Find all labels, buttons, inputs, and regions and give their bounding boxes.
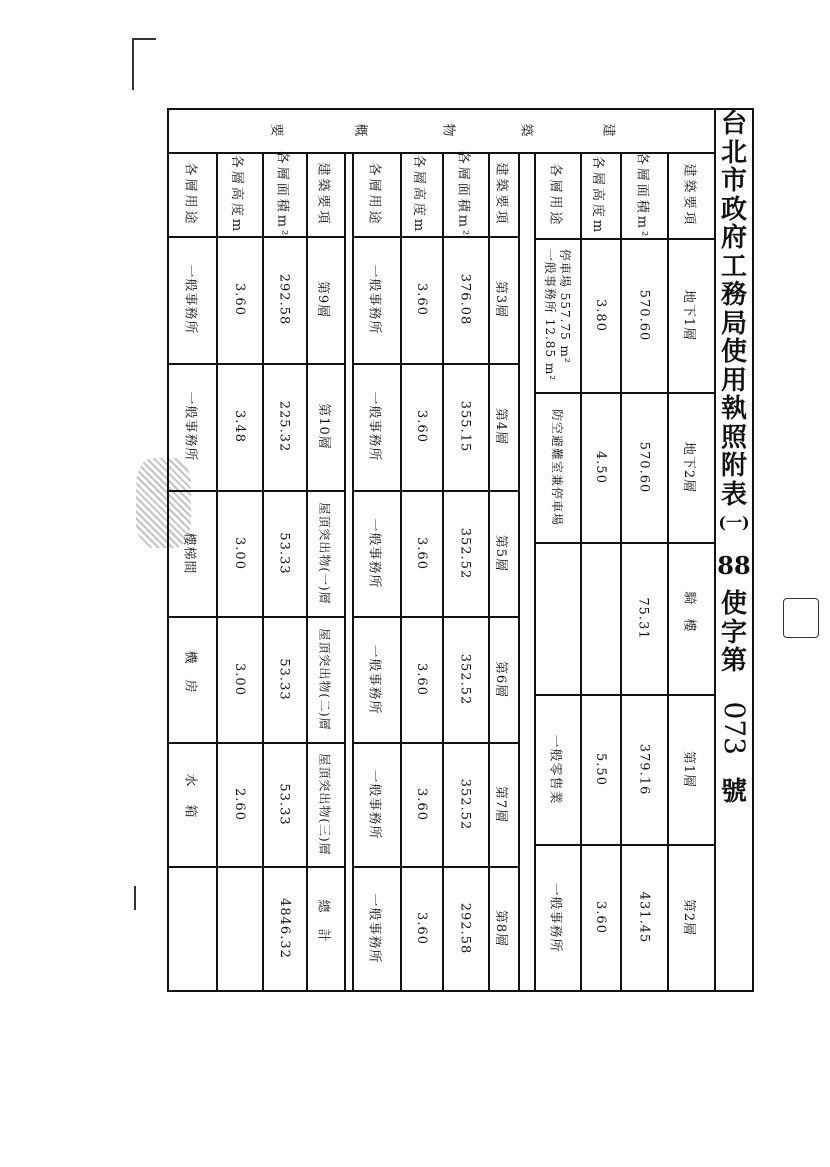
- floor-use: 停車場 557.75 m² 一般事務所 12.85 m²: [543, 248, 572, 382]
- floor-area: 376.08: [457, 273, 473, 326]
- floor-area: 570.60: [636, 289, 651, 341]
- floor-item: 第6層: [493, 660, 509, 698]
- floor-height: 3.60: [413, 536, 429, 570]
- floor-height: 3.60: [413, 787, 429, 821]
- floor-use: 水箱: [182, 772, 198, 836]
- floor-item: 騎樓: [681, 590, 697, 646]
- row-label-area: 各層面積m²: [274, 150, 290, 238]
- total-area: 4846.32: [276, 897, 292, 959]
- document-title: 台 北 市 政 府 工 務 局 使 用 執 照 附 表 (一) 88 使 字 第 073 號: [717, 109, 752, 807]
- band-divider: [518, 152, 520, 992]
- floor-area: 352.52: [457, 527, 473, 579]
- section-header-char: 概: [352, 122, 368, 140]
- floor-item: 第3層: [493, 280, 509, 319]
- floor-height: 3.60: [592, 900, 608, 934]
- floor-item: 第8層: [493, 909, 509, 947]
- total-label: 總計: [315, 898, 331, 958]
- floor-area: 53.33: [276, 531, 292, 575]
- floor-area: 352.52: [457, 653, 473, 705]
- floor-use: 防空避難室兼停車場: [549, 408, 564, 526]
- floor-area: 292.58: [457, 902, 473, 954]
- floor-item: 地下2層: [681, 441, 696, 493]
- floor-area: 355.15: [457, 400, 473, 453]
- row-label-item: 建築要項: [493, 161, 509, 227]
- floor-area: 570.60: [636, 441, 651, 493]
- section-header-char: 築: [518, 122, 534, 140]
- row-label-height: 各層高度m: [590, 155, 606, 235]
- floor-use: 一般事務所: [366, 264, 382, 335]
- floor-item: 第1層: [681, 750, 696, 788]
- section-header-char: 物: [440, 122, 456, 140]
- row-label-area: 各層面積m²: [634, 151, 650, 239]
- floor-item: 屋頂突出物(二)層: [317, 627, 332, 731]
- floor-height: 3.60: [413, 662, 429, 696]
- scan-corner-mark: [132, 38, 156, 90]
- row-label-item: 建築要項: [681, 162, 697, 228]
- floor-height: 3.80: [592, 298, 608, 332]
- floor-item: 地下1層: [681, 289, 696, 341]
- floor-item: 第5層: [493, 534, 509, 572]
- floor-item: 第4層: [493, 407, 509, 446]
- floor-use: 樓梯間: [181, 531, 197, 575]
- floor-area: 352.52: [457, 778, 473, 830]
- row-label-use: 各層用途: [366, 161, 382, 227]
- floor-item: 屋頂突出物(三)層: [317, 752, 332, 856]
- permit-prefix: 88: [717, 550, 751, 580]
- floor-use: 一般零售業: [547, 733, 563, 805]
- floor-height: 3.00: [231, 662, 247, 696]
- floor-area: 292.58: [276, 273, 292, 326]
- floor-use: 一般事務所: [366, 517, 382, 589]
- floor-item: 第9層: [315, 280, 331, 319]
- section-header-char: 建: [600, 122, 616, 140]
- floor-use: [167, 866, 216, 990]
- floor-use: 一般事務所: [182, 391, 198, 462]
- floor-use: 一般事務所: [366, 892, 382, 964]
- row-label-height: 各層高度m: [229, 154, 245, 234]
- floor-item: 屋頂突出物(一)層: [317, 501, 332, 605]
- floor-height: 3.48: [231, 410, 247, 443]
- floor-height: 3.60: [413, 410, 429, 443]
- floor-item: 第2層: [681, 898, 696, 936]
- floor-use: 一般事務所: [366, 643, 382, 715]
- floor-height: 2.60: [231, 787, 247, 821]
- floor-area: 75.31: [636, 596, 651, 640]
- floor-height: 3.00: [231, 536, 247, 570]
- floor-height: 4.50: [592, 450, 608, 484]
- row-label-item: 建築要項: [315, 161, 331, 227]
- floor-height: 3.60: [413, 283, 429, 316]
- floor-height: 5.50: [592, 752, 608, 786]
- row-label-height: 各層高度m: [411, 154, 427, 234]
- floor-area: 431.45: [636, 891, 651, 943]
- floor-use: 機房: [182, 649, 198, 709]
- scan-edge-mark: [134, 886, 136, 910]
- floor-use: 一般事務所: [366, 391, 382, 462]
- permit-number: 073: [718, 701, 752, 755]
- row-label-area: 各層面積m²: [455, 150, 471, 238]
- floor-height: 3.60: [231, 283, 247, 316]
- row-label-use: 各層用途: [547, 162, 563, 228]
- floor-area: 53.33: [276, 782, 292, 826]
- floor-height: 3.60: [413, 911, 429, 945]
- floor-height: [216, 866, 262, 990]
- floor-area: 53.33: [276, 657, 292, 701]
- floor-use: 一般事務所: [547, 881, 563, 953]
- floor-use: 一般事務所: [182, 264, 198, 335]
- floor-height: [580, 542, 620, 694]
- floor-area: 379.16: [636, 743, 651, 795]
- floor-item: 第10層: [315, 403, 331, 450]
- floor-use: [534, 542, 580, 694]
- row-label-use: 各層用途: [182, 161, 198, 227]
- floor-use: 一般事務所: [366, 768, 382, 840]
- floor-item: 第7層: [493, 785, 509, 823]
- side-tab-mark: [783, 598, 819, 638]
- floor-area: 225.32: [276, 400, 292, 453]
- band-divider: [344, 152, 346, 992]
- section-header-char: 要: [268, 122, 284, 140]
